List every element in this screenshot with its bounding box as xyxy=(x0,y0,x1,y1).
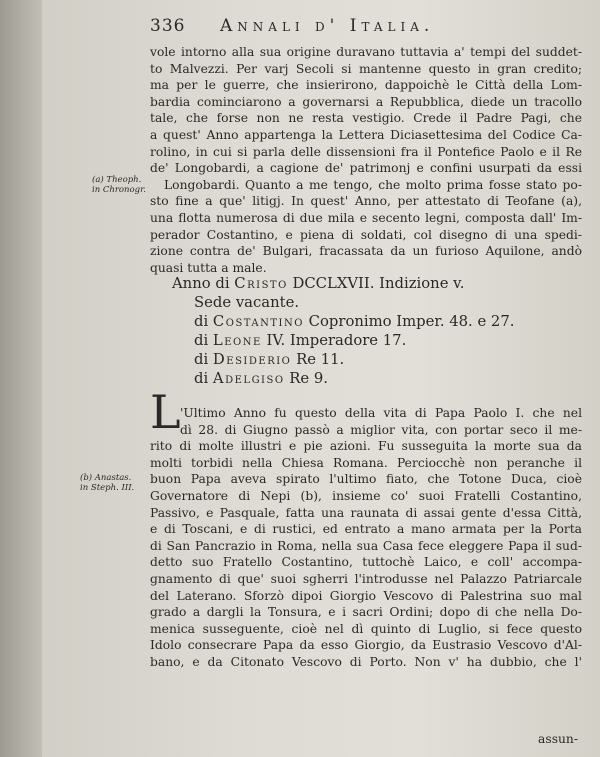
year-text: Anno di xyxy=(172,275,235,292)
text-line: grado a dargli la Tonsura, e i sacri Ordini; dopo di che nella Do- xyxy=(150,605,582,620)
text-line: molti torbidi nella Chiesa Romana. Perciocchè non peranche il xyxy=(150,455,582,470)
reign-name: Desiderio xyxy=(212,351,292,368)
text-line: rito di molte illustri e pie azioni. Fu susseguita la morte sua da xyxy=(150,439,582,454)
margin-note-line: (b) Anastas. xyxy=(80,473,132,483)
reign-text: Re 9. xyxy=(284,370,328,387)
year-heading xyxy=(172,274,572,388)
text-line: sto fine a que' litigj. In quest' Anno, per attestato di Teofane (a), xyxy=(150,194,582,209)
text-line: Idolo consecrare Papa da esso Giorgio, da Eustrasio Vescovo d'Al- xyxy=(150,638,582,653)
year-line xyxy=(172,274,572,293)
margin-note-b xyxy=(80,473,134,493)
text-line: tale, che forse non ne resta vestigio. Crede il Padre Pagi, che xyxy=(150,111,582,126)
text-line: di San Pancrazio in Roma, nella sua Casa fece eleggere Papa il sud- xyxy=(150,538,582,553)
text-line: detto suo Fratello Costantino, tuttochè Laico, e coll' accompa- xyxy=(150,555,582,570)
text-line: zione contra de' Bulgari, fracassata da un furioso Aquilone, andò xyxy=(150,244,582,259)
year-text: DCCLXVII. Indizione v. xyxy=(287,275,465,292)
margin-note-a xyxy=(92,175,146,195)
text-line: to Malvezzi. Per varj Secoli si mantenne questo in gran credito; xyxy=(150,61,582,76)
text-line: del Laterano. Sforzò dipoi Giorgio Vescovo di Palestrina suo mal xyxy=(150,588,582,603)
running-title: Annali d' Italia. xyxy=(220,16,435,36)
margin-note-line: in Chronogr. xyxy=(92,185,146,195)
text-line: bano, e da Citonato Vescovo di Porto. Non v' ha dubbio, che l' xyxy=(150,654,582,669)
text-line: menica susseguente, cioè nel dì quinto di Luglio, si fece questo xyxy=(150,621,582,636)
text-line: Passivo, e Pasquale, fatta una raunata di assai gente d'essa Città, xyxy=(150,505,582,520)
reign-text: di xyxy=(194,332,213,349)
reign-text: di xyxy=(194,313,213,330)
text-line: perador Costantino, e piena di soldati, col disegno di una spedi- xyxy=(150,227,582,242)
text-line: de' Longobardi, a cagione de' patrimonj e confini usurpati da essi xyxy=(150,161,582,176)
binding-gutter xyxy=(0,0,42,757)
page-number: 336 xyxy=(150,16,186,36)
see-line: Sede vacante. xyxy=(194,294,300,311)
year-text-sc: Cristo xyxy=(234,275,288,292)
emperor-line xyxy=(172,312,572,331)
text-line: e di Toscani, e di rustici, ed entrato a mano armata per la Porta xyxy=(150,522,582,537)
text-line: Longobardi. Quanto a me tengo, che molto prima fosse stato po- xyxy=(164,177,582,192)
emperor-line xyxy=(172,331,572,350)
drop-capital: L xyxy=(150,385,181,439)
text-line: Governatore di Nepi (b), insieme co' suoi Fratelli Costantino, xyxy=(150,488,582,503)
text-line: quasi tutta a male. xyxy=(150,260,267,275)
paragraph-2 xyxy=(150,405,582,671)
text-line: ma per le guerre, che insierirono, dappoichè le Città della Lom- xyxy=(150,78,582,93)
text-line: vole intorno alla sua origine duravano tuttavia a' tempi del suddet- xyxy=(150,45,582,59)
reign-text: di xyxy=(194,351,213,368)
text-line: una flotta numerosa di due mila e secento legni, composta dall' Im- xyxy=(150,210,582,225)
reign-text: di xyxy=(194,370,213,387)
running-header xyxy=(150,16,590,42)
reign-text: Copronimo Imper. 48. e 27. xyxy=(303,313,515,330)
text-line: rolino, in cui si parla delle dissensioni fra il Pontefice Paolo e il Re xyxy=(150,144,582,159)
text-line: bardia cominciarono a governarsi a Repubblica, diede un tracollo xyxy=(150,94,582,109)
text-line: dì 28. di Giugno passò a miglior vita, con portar seco il me- xyxy=(180,422,582,437)
reign-name: Costantino xyxy=(212,313,304,330)
king-line xyxy=(172,369,572,388)
catchword: assun- xyxy=(538,732,578,746)
text-line: gnamento di que' suoi sgherri l'introdusse nel Palazzo Patriarcale xyxy=(150,571,582,586)
king-line xyxy=(172,350,572,369)
text-line: a quest' Anno appartenga la Lettera Diciasettesima del Codice Ca- xyxy=(150,127,582,142)
paragraph-1 xyxy=(150,44,582,276)
reign-text: Re 11. xyxy=(291,351,345,368)
reign-text: IV. Imperadore 17. xyxy=(261,332,407,349)
text-line: 'Ultimo Anno fu questo della vita di Papa Paolo I. che nel xyxy=(180,406,582,420)
margin-note-line: in Steph. III. xyxy=(80,483,135,493)
margin-note-line: (a) Theoph. xyxy=(92,175,142,185)
reign-name: Leone xyxy=(212,332,262,349)
text-line: buon Papa aveva spirato l'ultimo fiato, che Totone Duca, cioè xyxy=(150,472,582,487)
reign-name: Adelgiso xyxy=(212,370,285,387)
